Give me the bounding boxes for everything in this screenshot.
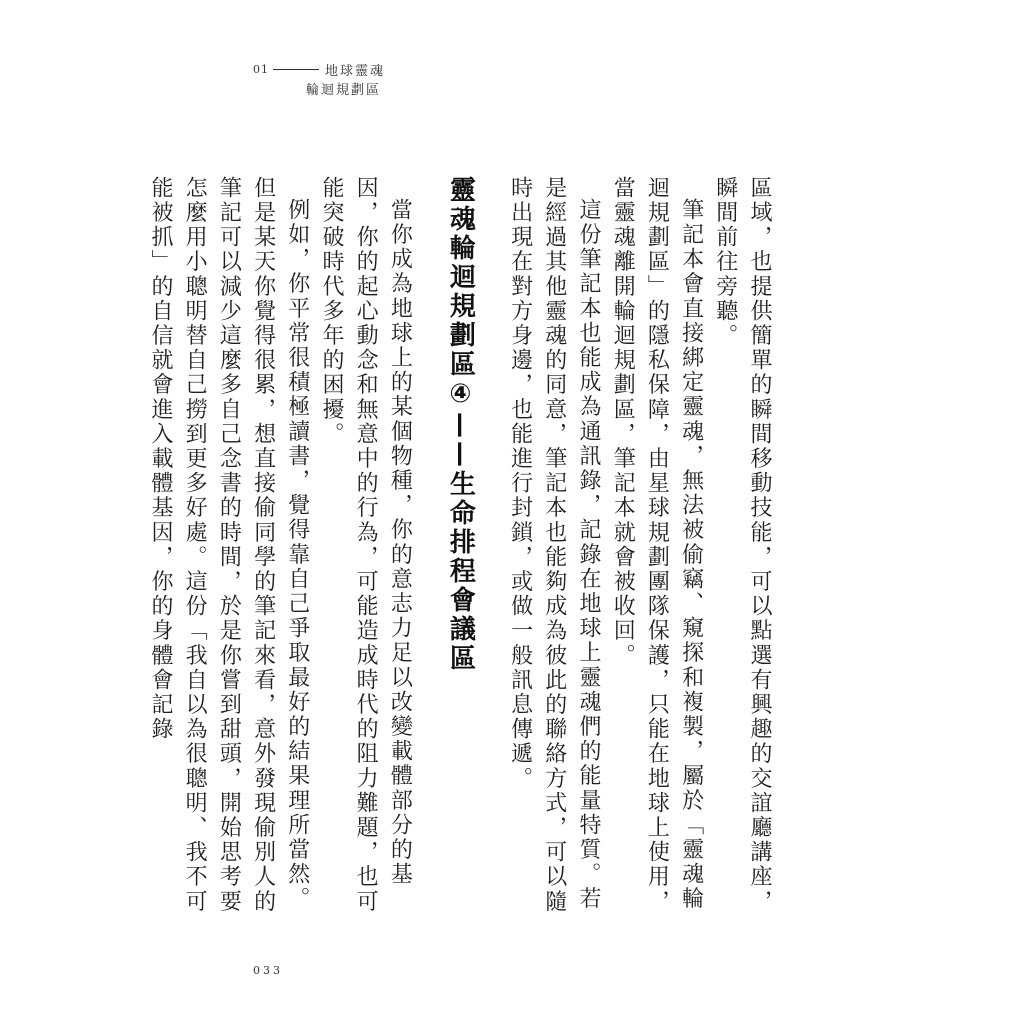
vertical-body-text [147,176,776,926]
paragraph-1: 區域，也提供簡單的瞬間移動技能，可以點選有興趣的交誼廳講座，瞬間前往旁聽。 [712,176,772,914]
paragraph-4: 當你成為地球上的某個物種，你的意志力足以改變載體部分的基因，你的起心動念和無意中的行為，可能造成時代的阻力難題，也可能突破時代多年的困擾。 [318,176,413,914]
chapter-number: 01 [253,62,269,76]
page-number: 033 [253,964,283,977]
paragraph-5: 例如，你平常很積極讀書，覺得靠自己爭取最好的結果理所當然。但是某天你覺得很累，想直接偷同學的筆記來看，意外發現偷別人的筆記可以減少這麼多自己念書的時間，於是你嘗到甜頭，開始思考要怎麼用小聰明替自己撈到更多好處。這份「我自以為很聰明、我不可能被抓」的自信就會進入載體基因，你的身體會記錄 [147,176,310,914]
chapter-title-line2: 輪迴規劃區 [306,83,382,98]
paragraph-2: 筆記本會直接綁定靈魂，無法被偷竊、窺探和複製，屬於「靈魂輪迴規劃區」的隱私保障，由星球規劃團隊保護，只能在地球上使用，當靈魂離開輪迴規劃區，筆記本就會被收回。 [610,176,704,914]
header-row-chapter [253,58,385,80]
chapter-title-line1: 地球靈魂 [325,63,386,79]
section-heading: 靈魂輪迴規劃區④——生命排程會議區 [445,176,476,673]
paragraph-3: 這份筆記本也能成為通訊錄，記錄在地球上靈魂們的能量特質。若是經過其他靈魂的同意，筆記本也能夠成為彼此的聯絡方式，可以隨時出現在對方身邊，也能進行封鎖，或做一般訊息傳遞。 [507,176,601,914]
running-header [253,58,385,102]
header-rule [273,69,319,70]
